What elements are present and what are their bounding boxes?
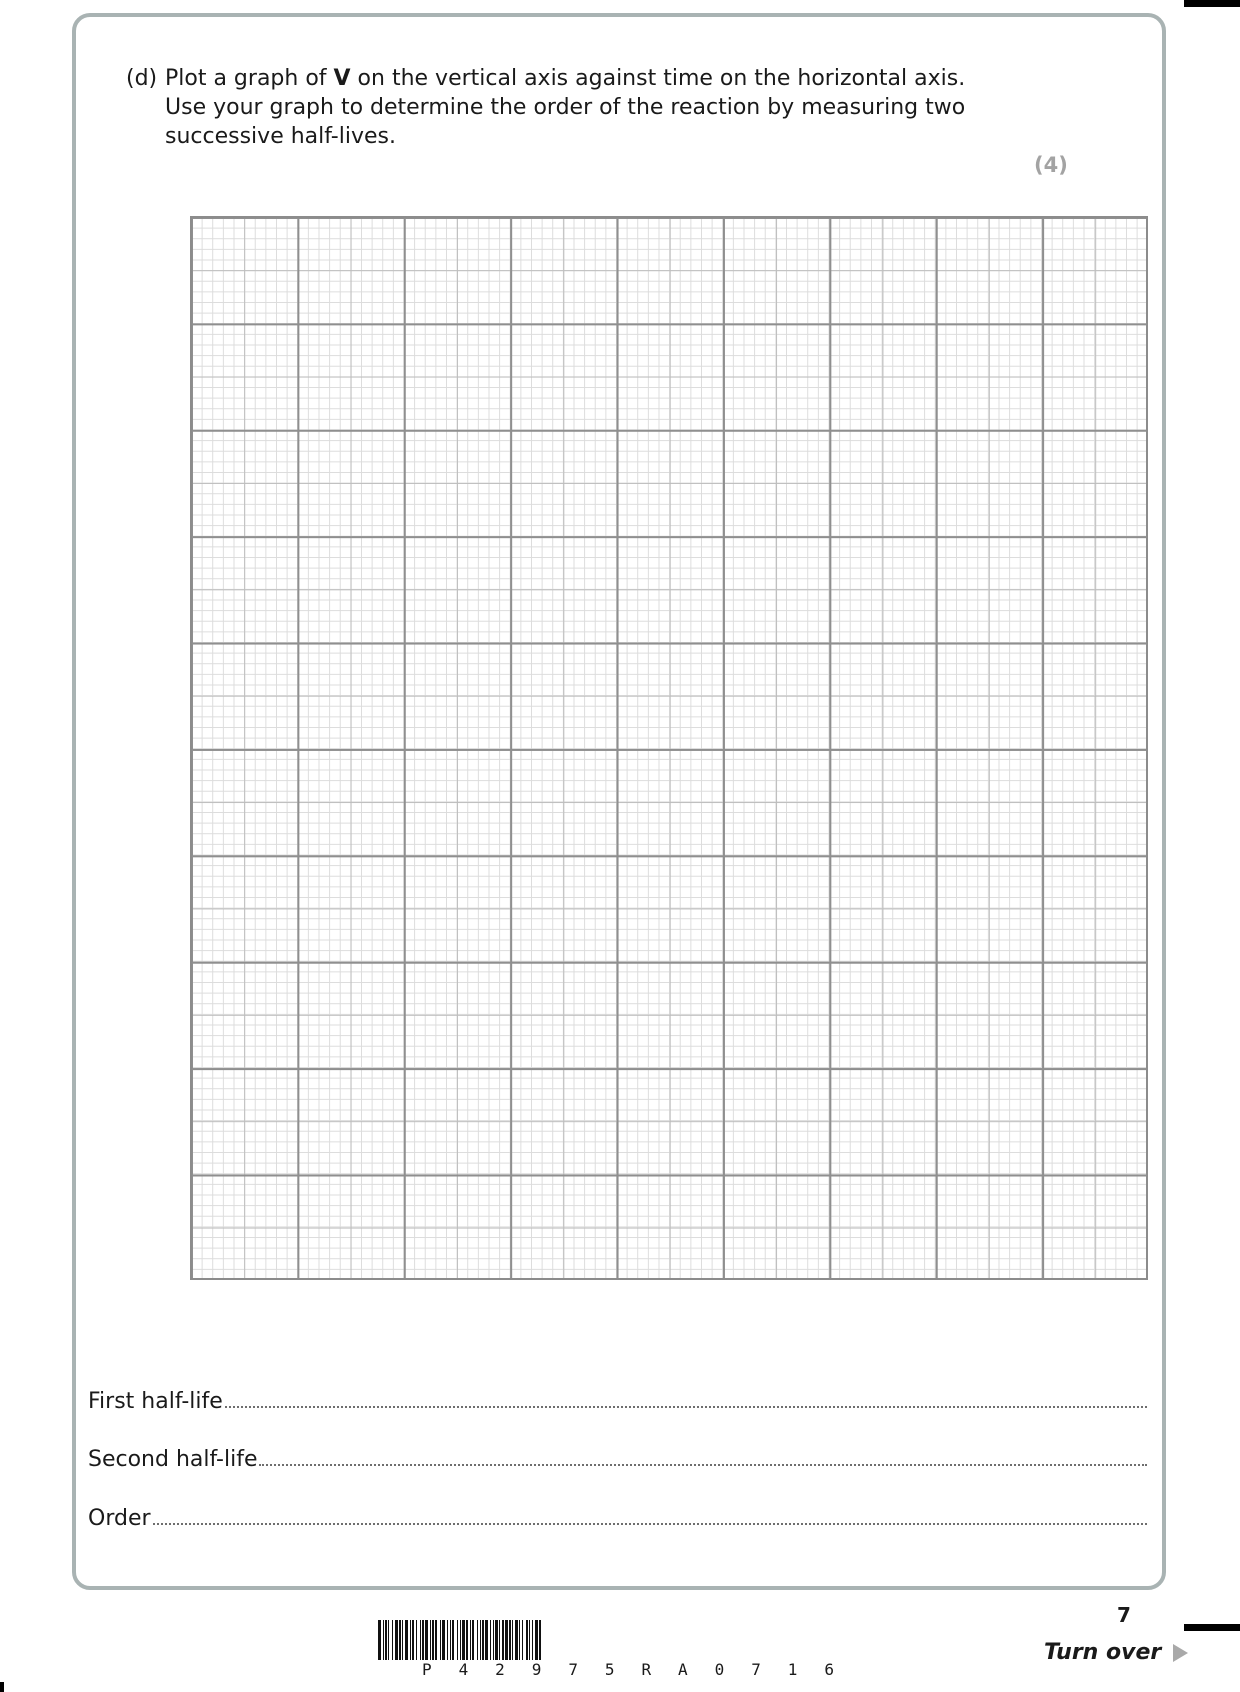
answer-first-half-life[interactable]	[88, 1384, 1147, 1414]
answer-dotted-line[interactable]	[259, 1464, 1147, 1466]
barcode-char: 7	[568, 1660, 578, 1679]
registration-mark	[1184, 0, 1240, 7]
arrow-right-icon	[1173, 1644, 1188, 1662]
variable-v: V	[333, 66, 351, 91]
graph-paper[interactable]	[190, 216, 1148, 1280]
barcode-space	[541, 1620, 542, 1660]
question-label: (d)	[126, 66, 158, 91]
marks-allocation: (4)	[1034, 153, 1068, 177]
barcode-char: 4	[458, 1660, 469, 1679]
barcode-char: 7	[751, 1660, 761, 1679]
question-text-part: on the vertical axis against time on the horizontal axis. Use your graph to determine the order of the reaction by measuring two successive half-lives.	[165, 66, 966, 149]
barcode-char: 2	[495, 1660, 505, 1679]
answer-order[interactable]	[88, 1501, 1147, 1531]
barcode	[378, 1620, 860, 1678]
barcode-char: 6	[824, 1660, 834, 1679]
answer-label: Order	[88, 1506, 151, 1531]
question-text-part: Plot a graph of	[165, 66, 334, 91]
question-text	[165, 64, 1005, 151]
barcode-char: 0	[714, 1660, 725, 1679]
barcode-char: A	[678, 1660, 688, 1679]
barcode-char: 1	[787, 1660, 798, 1679]
turn-over	[1044, 1640, 1188, 1665]
answer-dotted-line[interactable]	[153, 1523, 1147, 1525]
barcode-char: R	[641, 1660, 652, 1679]
answer-label: First half-life	[88, 1389, 223, 1414]
registration-mark	[1184, 1624, 1240, 1631]
barcode-char: 9	[531, 1660, 542, 1679]
answer-dotted-line[interactable]	[225, 1406, 1147, 1408]
barcode-char: 5	[604, 1660, 615, 1679]
barcode-bars	[378, 1620, 860, 1660]
barcode-char: P	[422, 1660, 432, 1679]
answer-second-half-life[interactable]	[88, 1442, 1147, 1472]
answer-label: Second half-life	[88, 1447, 258, 1472]
barcode-text	[378, 1660, 860, 1679]
page-number: 7	[1117, 1603, 1131, 1627]
turn-over-label: Turn over	[1044, 1640, 1162, 1665]
registration-mark	[0, 1682, 4, 1692]
